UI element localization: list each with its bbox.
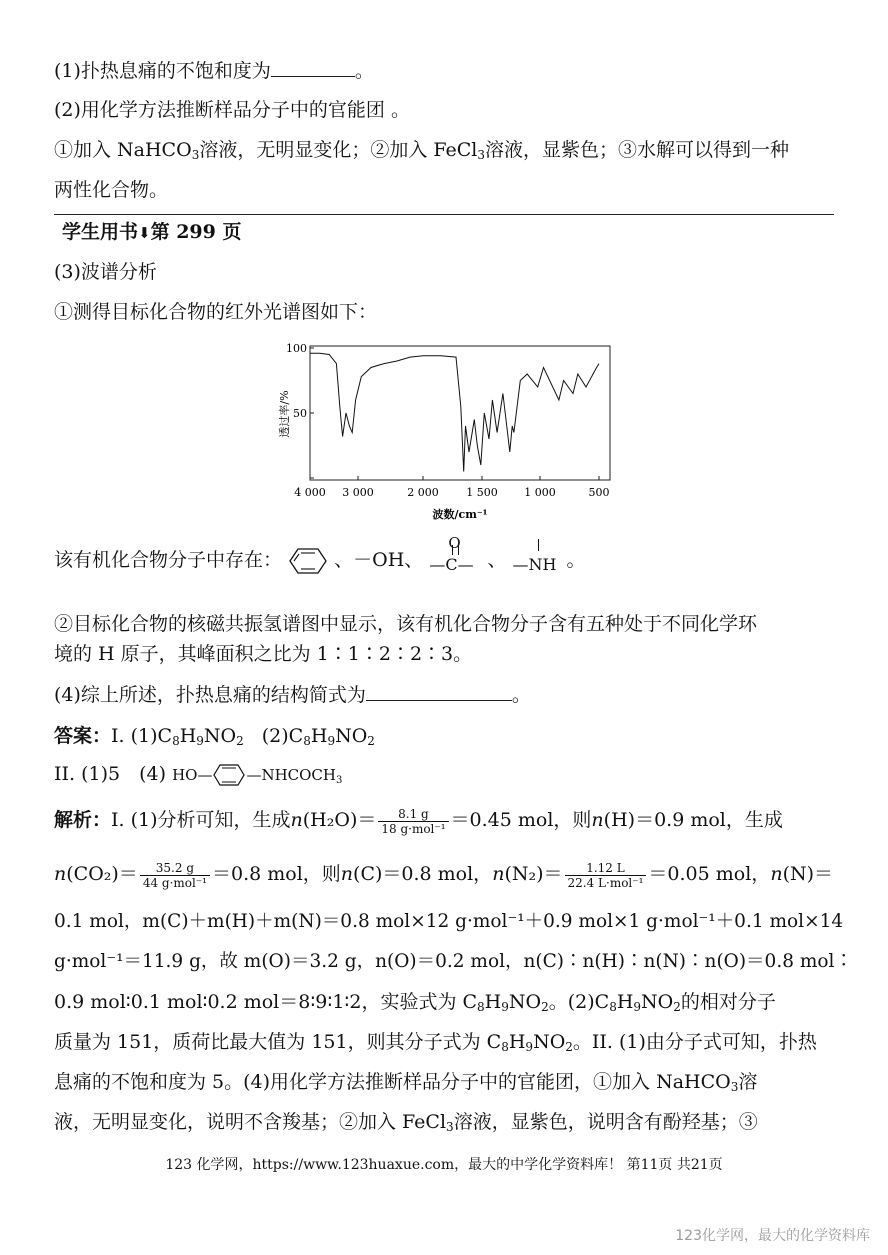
chart-frame <box>310 346 610 480</box>
bond-line-icon <box>538 539 539 551</box>
analysis-line5: 0.9 mol∶0.1 mol∶0.2 mol＝8∶9∶1∶2，实验式为 $C_8H_9NO_2$。$(2)C_8H_9NO_2$的相对分子 <box>54 991 776 1014</box>
nmr-line1: ②目标化合物的核磁共振氢谱图中显示，该有机化合物分子含有五种处于不同化学环 <box>54 613 758 635</box>
arrow-down-icon: ⬇ <box>138 224 151 242</box>
question-3: (3)波谱分析 <box>54 261 157 283</box>
amine-group: —NH <box>512 547 560 575</box>
x-tick-label: 1 500 <box>466 486 498 499</box>
analysis-line8: 液，无明显变化，说明不含羧基；②加入 FeCl$_3$溶液，显紫色，说明含有酚羟基；③ <box>54 1111 758 1134</box>
section-divider <box>54 214 834 215</box>
y-tick-label: 50 <box>293 407 307 420</box>
ir-intro: ①测得目标化合物的红外光谱图如下： <box>54 301 378 323</box>
ir-spectrum-line <box>310 353 599 471</box>
x-tick-label: 1 000 <box>524 486 556 499</box>
functional-groups-line: 该有机化合物分子中存在： 、－OH、 O —C— 、 —NH 。 <box>54 534 586 574</box>
ir-spectrum-chart <box>272 336 618 524</box>
x-tick-label: 500 <box>588 486 610 499</box>
carbonyl-group: O —C— <box>429 534 474 574</box>
analysis-line3: 0.1 mol，m(C)＋m(H)＋m(N)＝0.8 mol×12 g·mol⁻¹＋0.9 mol×1 g·mol⁻¹＋0.1 mol×14 <box>54 911 844 932</box>
answer-blank-1 <box>271 56 355 77</box>
fraction-n2: $\frac{1.12 L}{\text{22.4 L·mol⁻¹}}$ <box>565 861 647 890</box>
y-axis-label: 透过率/% <box>278 390 291 438</box>
analysis-label: 解析： <box>54 809 112 831</box>
analysis-line1: 解析：I. (1)分析可知，生成n(H₂O)＝ $\frac{8.1 g}{\text{18 g·mol⁻¹}}$ ＝0.45 mol，则n(H)＝0.9 mol，生成 <box>54 806 783 836</box>
question-2-detail-line1: ①加入 NaHCO$_3$溶液，无明显变化；②加入 FeCl$_3$溶液，显紫色；③水解可以得到一种 <box>54 139 790 162</box>
question-2-detail-line2: 两性化合物。 <box>54 179 169 201</box>
x-axis-label: 波数/cm⁻¹ <box>432 508 488 521</box>
analysis-line4: g·mol⁻¹＝11.9 g，故 m(O)＝3.2 g，n(O)＝0.2 mol，n(C)∶n(H)∶n(N)∶n(O)＝0.8 mol∶ <box>54 951 853 972</box>
benzene-ring-icon <box>288 546 328 576</box>
x-tick-label: 2 000 <box>407 486 439 499</box>
section-marker: 学生用书⬇第 299 页 <box>62 221 242 243</box>
answer-line1: 答案：I. $(1)C_8H_9NO_2$ $(2)C_8H_9NO_2$ <box>54 725 375 748</box>
y-tick-label: 100 <box>286 342 307 355</box>
analysis-line2: n(CO₂)＝ $\frac{35.2 g}{\text{44 g·mol⁻¹}}$ ＝0.8 mol，则n(C)＝0.8 mol，n(N₂)＝ $\frac{1.12 L}{\text{22.4 L·mol⁻¹}}$ ＝0.05 mol，n(N)＝ <box>54 860 834 890</box>
analysis-line6: 质量为 151，质荷比最大值为 151，则其分子式为 $C_8H_9NO_2$。II. (1)由分子式可知，扑热 <box>54 1031 817 1054</box>
nmr-line2: 境的 H 原子，其峰面积之比为 1∶1∶2∶2∶3。 <box>54 643 473 665</box>
x-tick-label: 3 000 <box>342 486 374 499</box>
fraction-h2o: $\frac{8.1 g}{\text{18 g·mol⁻¹}}$ <box>378 807 448 836</box>
page-footer: 123 化学网，https://www.123huaxue.com，最大的中学化学资料库！ 第11页 共21页 <box>165 1157 723 1173</box>
answer-label: 答案： <box>54 725 112 747</box>
answer-blank-4 <box>366 680 512 701</box>
watermark: 123化学网，最大的化学资料库 <box>675 1228 870 1244</box>
fraction-co2: $\frac{35.2 g}{\text{44 g·mol⁻¹}}$ <box>140 861 210 890</box>
analysis-line7: 息痛的不饱和度为 5。(4)用化学方法推断样品分子中的官能团，①加入 NaHCO$_3$溶 <box>54 1071 758 1094</box>
answer-line2: II. (1)5 (4) HO— $—NHCOCH_3$ <box>54 763 343 786</box>
question-1: (1)扑热息痛的不饱和度为 。 <box>54 56 374 85</box>
question-4: (4)综上所述，扑热息痛的结构简式为 。 <box>54 680 531 709</box>
benzene-ring-icon <box>212 763 246 787</box>
question-2: (2)用化学方法推断样品分子中的官能团 。 <box>54 99 410 121</box>
x-tick-label: 4 000 <box>294 486 326 499</box>
